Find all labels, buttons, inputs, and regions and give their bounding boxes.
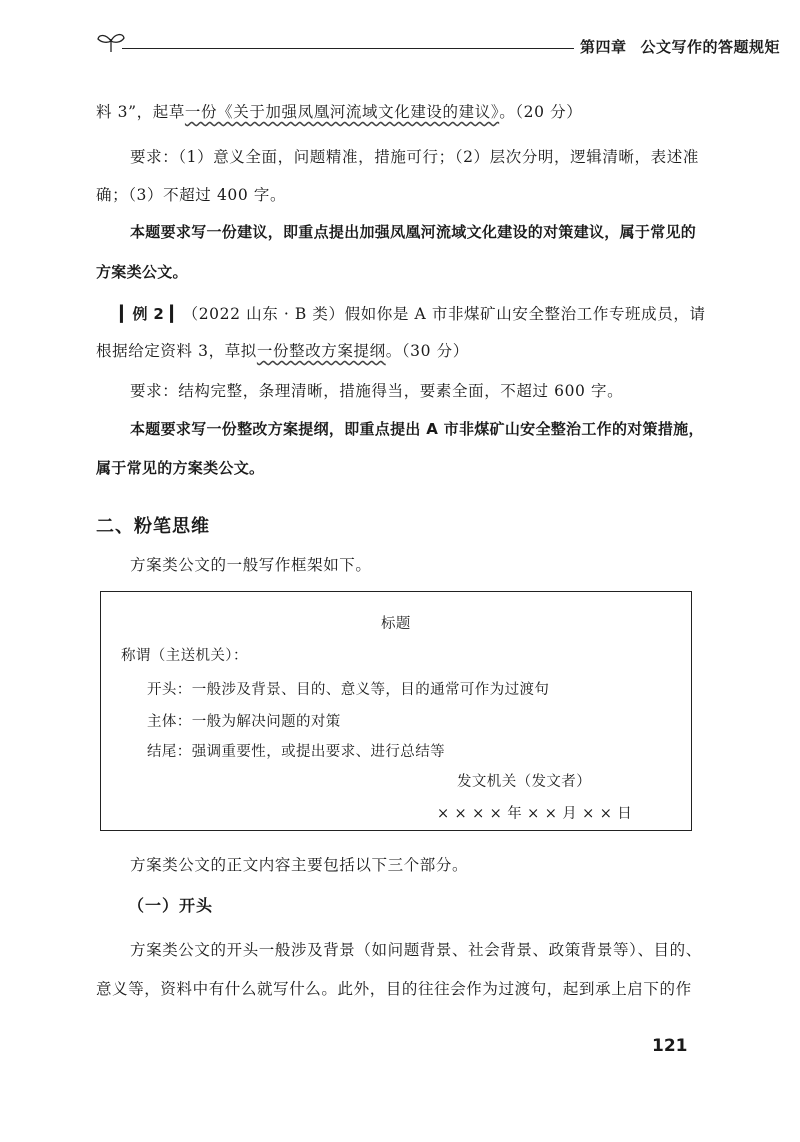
section-heading: 二、粉笔思维	[96, 516, 210, 537]
example2-label: 例 2	[132, 305, 165, 323]
framework-box	[100, 591, 692, 831]
sprout-icon	[96, 30, 126, 54]
example2-line1: ▎例 2 ▎（2022 山东 · B 类）假如你是 A 市非煤矿山安全整治工作专班成员，请	[120, 305, 706, 323]
opening-para-line1: 方案类公文的开头一般涉及背景（如问题背景、社会背景、政策背景等）、目的、	[130, 941, 702, 959]
requirement1-line2: 确；（3）不超过 400 字。	[96, 186, 287, 204]
requirement2-line: 要求：结构完整，条理清晰，措施得当，要素全面，不超过 600 字。	[130, 382, 624, 400]
framework-main: 主体：一般为解决问题的对策	[147, 714, 341, 730]
example2-line2: 根据给定资料 3，草拟一份整改方案提纲。（30 分）	[96, 342, 469, 360]
framework-issuer: 发文机关（发文者）	[457, 774, 592, 790]
header-title	[580, 36, 780, 57]
framework-summary: 方案类公文的正文内容主要包括以下三个部分。	[130, 856, 469, 874]
example-marker-right: ▎	[164, 305, 183, 323]
analysis2-line2: 属于常见的方案类公文。	[96, 459, 265, 477]
opening-para-line2: 意义等，资料中有什么就写什么。此外，目的往往会作为过渡句，起到承上启下的作	[96, 980, 692, 998]
framework-ending: 结尾：强调重要性，或提出要求、进行总结等	[147, 744, 445, 760]
subheading-opening: （一）开头	[128, 896, 214, 915]
framework-title: 标题	[381, 616, 411, 632]
page-number: 121	[652, 1036, 688, 1056]
analysis1-line2: 方案类公文。	[96, 263, 188, 281]
header-rule	[122, 48, 574, 49]
requirement1-line1: 要求：（1）意义全面，问题精准，措施可行；（2）层次分明，逻辑清晰，表述准	[130, 148, 699, 166]
example1-line: 料 3”，起草一份《关于加强凤凰河流域文化建设的建议》。（20 分）	[96, 103, 583, 121]
chapter-title: 公文写作的答题规矩	[640, 38, 781, 56]
example2-task: 一份整改方案提纲	[256, 342, 386, 360]
running-header	[96, 30, 781, 58]
framework-opening: 开头：一般涉及背景、目的、意义等，目的通常可作为过渡句	[147, 682, 550, 698]
framework-salutation: 称谓（主送机关）：	[121, 648, 248, 664]
chapter-label: 第四章	[580, 38, 627, 56]
example1-task: 一份《关于加强凤凰河流域文化建设的建议》	[184, 103, 500, 121]
analysis1-line1: 本题要求写一份建议，即重点提出加强凤凰河流域文化建设的对策建议，属于常见的	[130, 223, 697, 241]
section-intro: 方案类公文的一般写作框架如下。	[130, 556, 372, 574]
analysis2-line1: 本题要求写一份整改方案提纲，即重点提出 A 市非煤矿山安全整治工作的对策措施，	[130, 420, 704, 438]
framework-date: × × × × 年 × × 月 × × 日	[437, 806, 633, 822]
example-marker-left: ▎	[120, 305, 133, 323]
